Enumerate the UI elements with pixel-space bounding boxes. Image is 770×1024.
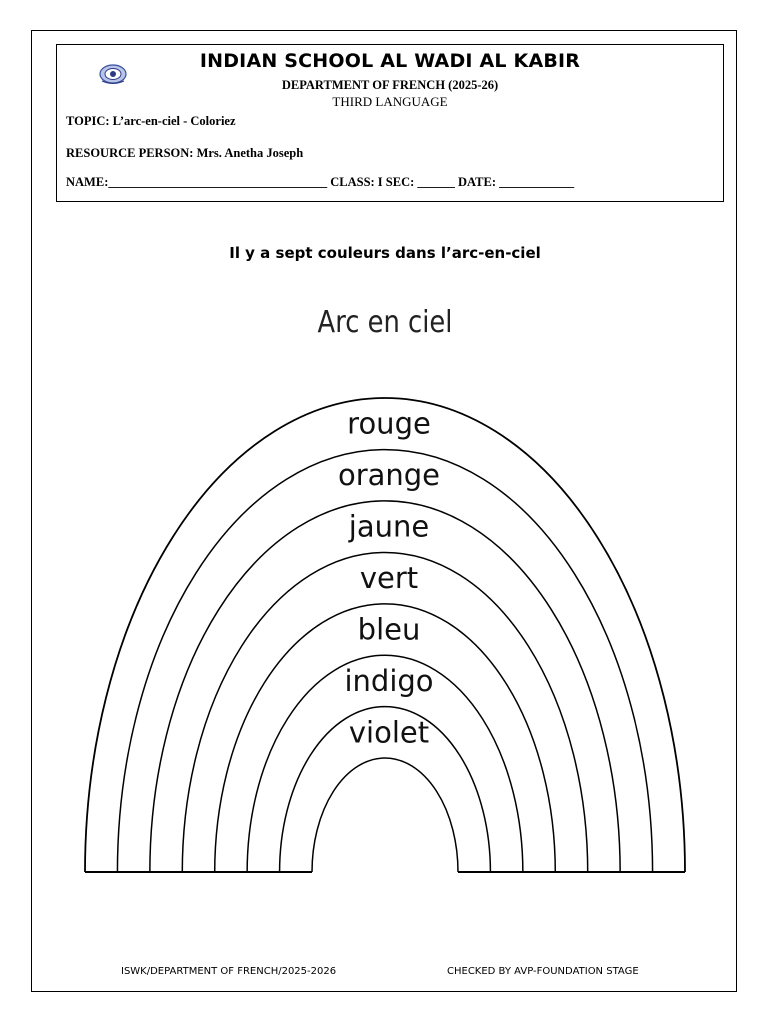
department-title: DEPARTMENT OF FRENCH (2025-26) [281,78,499,92]
footer-left: ISWK/DEPARTMENT OF FRENCH/2025-2026 [121,966,337,977]
arc-jaune-vert [182,552,587,872]
worksheet-subtitle: Il y a sept couleurs dans l’arc-en-ciel [229,244,541,262]
topic-line: TOPIC: L’arc-en-ciel - Coloriez [66,114,236,128]
rainbow-band-label-violet: violet [348,715,430,750]
rainbow-title: Arc en ciel [317,305,453,340]
name-class-date-line: NAME:___________________________________ CLASS: I SEC: ______ DATE: ____________ [66,175,575,189]
rainbow-band-label-bleu: bleu [357,612,421,647]
school-name: INDIAN SCHOOL AL WADI AL KABIR [199,50,581,72]
resource-person-line: RESOURCE PERSON: Mrs. Anetha Joseph [66,146,304,160]
rainbow-band-label-rouge: rouge [347,406,431,441]
arc-inner [312,758,458,872]
footer-right: CHECKED BY AVP-FOUNDATION STAGE [447,966,639,977]
rainbow-band-label-orange: orange [337,458,441,493]
rainbow-band-label-vert: vert [359,561,419,595]
language-label: THIRD LANGUAGE [332,94,448,109]
rainbow-band-label-indigo: indigo [344,663,434,698]
rainbow-band-label-jaune: jaune [348,509,430,544]
